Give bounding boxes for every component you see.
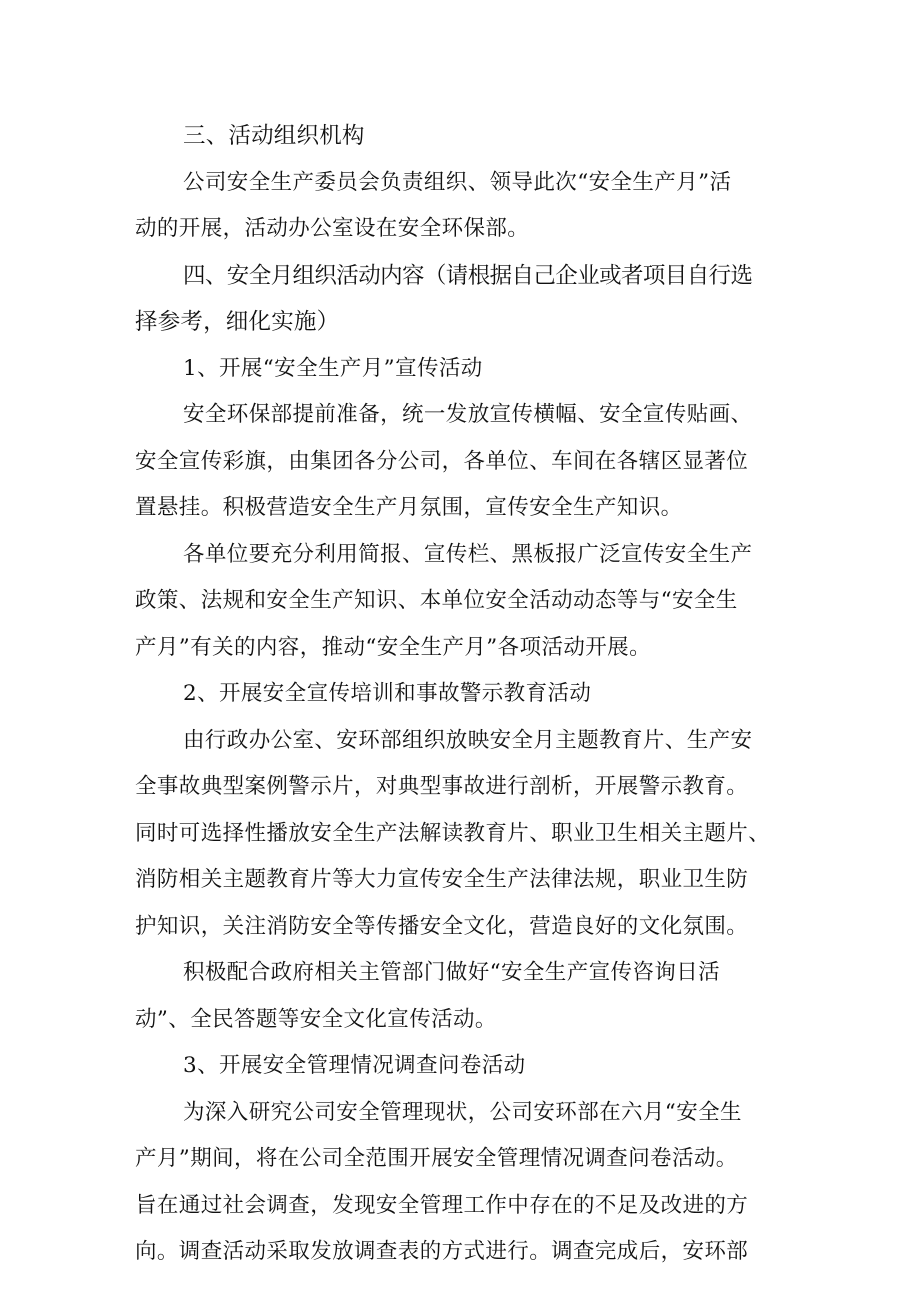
paragraph-line: 置悬挂。积极营造安全生产月氛围，宣传安全生产知识。 [135,495,683,520]
paragraph-line: 产月”期间，将在公司全范围开展安全管理情况调查问卷活动。 [135,1146,738,1171]
section-3-heading: 三、活动组织机构 [183,123,365,149]
paragraph-line: 向。调查活动采取发放调查表的方式进行。调查完成后，安环部 [135,1239,749,1264]
paragraph-line: 积极配合政府相关主管部门做好“安全生产宣传咨询日活 [183,960,720,985]
section-4-heading: 四、安全月组织活动内容（请根据自己企业或者项目自行选 [183,262,753,289]
paragraph-line: 公司安全生产委员会负责组织、领导此次“安全生产月”活 [183,169,732,195]
item-1-title: 1、开展“安全生产月”宣传活动 [183,355,483,381]
paragraph-line: 同时可选择性播放安全生产法解读教育片、职业卫生相关主题片、 [135,820,771,846]
paragraph-line: 为深入研究公司安全管理现状，公司安环部在六月“安全生 [183,1099,742,1125]
item-2-title: 2、开展安全宣传培训和事故警示教育活动 [183,681,592,706]
paragraph-line: 安全环保部提前准备，统一发放宣传横幅、安全宣传贴画、 [183,402,753,427]
paragraph-line: 安全宣传彩旗，由集团各分公司，各单位、车间在各辖区显著位 [135,448,749,474]
section-4-heading-cont: 择参考，细化实施） [135,309,340,335]
paragraph-line: 全事故典型案例警示片，对典型事故进行剖析，开展警示教育。 [135,774,749,799]
paragraph-line: 动”、全民答题等安全文化宣传活动。 [135,1006,497,1032]
paragraph-line: 产月”有关的内容，推动“安全生产月”各项活动开展。 [135,634,651,660]
paragraph-line: 消防相关主题教育片等大力宣传安全生产法律法规，职业卫生防 [135,867,749,892]
paragraph-line: 旨在通过社会调查，发现安全管理工作中存在的不足及改进的方 [135,1192,749,1218]
paragraph-line: 由行政办公室、安环部组织放映安全月主题教育片、生产安 [183,727,753,753]
document-body [135,113,790,1276]
item-3-title: 3、开展安全管理情况调查问卷活动 [183,1053,526,1078]
paragraph-line: 各单位要充分利用简报、宣传栏、黑板报广泛宣传安全生产 [183,541,753,567]
paragraph-line: 动的开展，活动办公室设在安全环保部。 [135,216,530,241]
paragraph-line: 护知识，关注消防安全等传播安全文化，营造良好的文化氛围。 [135,913,749,939]
paragraph-line: 政策、法规和安全生产知识、本单位安全活动动态等与“安全生 [135,588,738,613]
